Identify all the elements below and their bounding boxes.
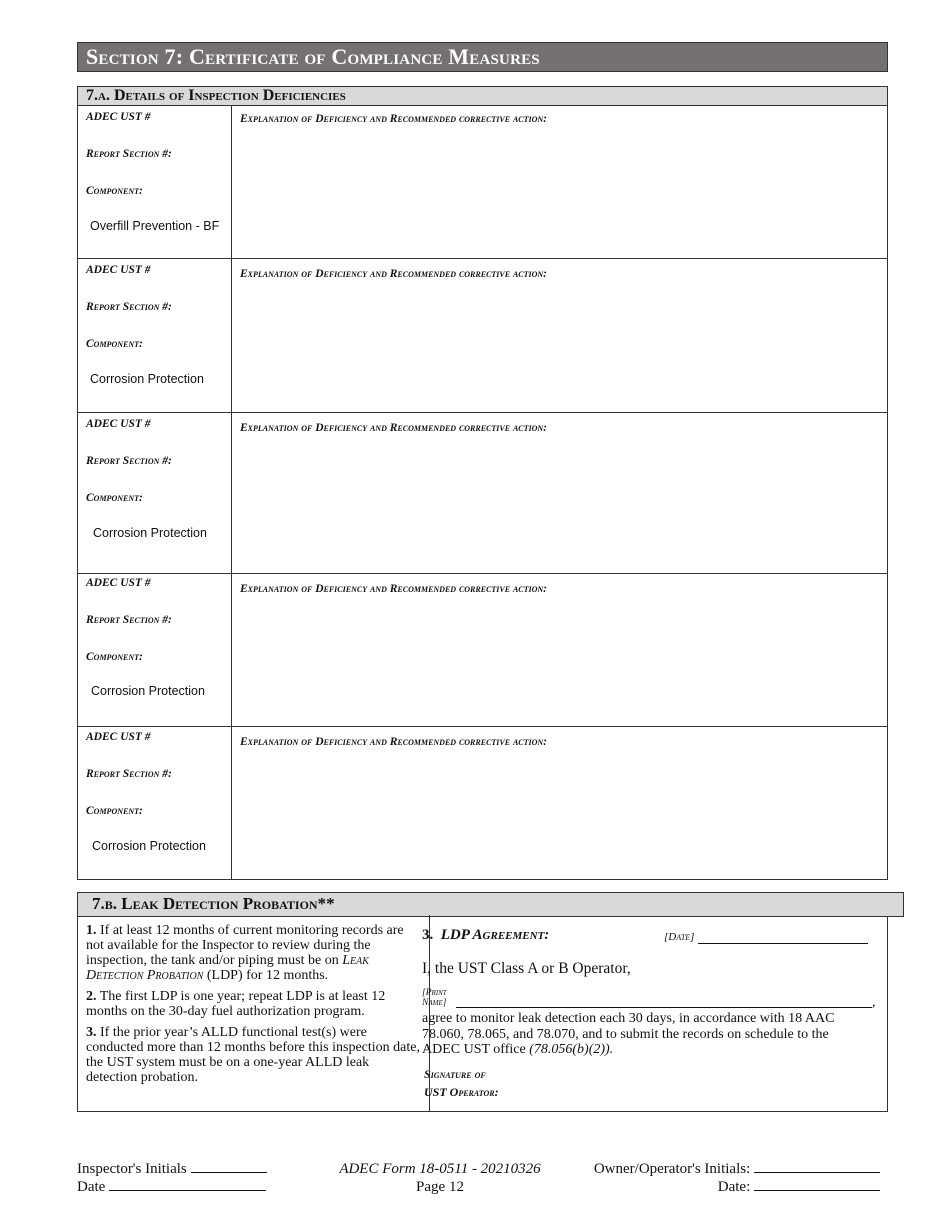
- component-value[interactable]: Corrosion Protection: [92, 839, 206, 853]
- deficiency-left-cell: [78, 726, 232, 880]
- date-left-line[interactable]: [109, 1178, 266, 1191]
- date-right-label: Date:: [717, 1179, 751, 1195]
- ldp-rules: [78, 915, 430, 1111]
- agreement-text: agree to monitor leak detection each 30 days, in accordance with 18 AAC 78.060, 78.065, and 78.070, and to submit the records on schedule to the ADEC UST office (78.056(b)(2)).: [422, 1011, 835, 1057]
- owner-initials-label: Owner/Operator's Initials:: [593, 1161, 751, 1177]
- print-name-comma: ,: [872, 995, 876, 1010]
- deficiency-left-cell: [78, 412, 232, 573]
- component-label: Component:: [86, 651, 143, 663]
- deficiency-row: [78, 412, 887, 574]
- report-section-label: Report Section #:: [86, 301, 172, 313]
- explanation-label: Explanation of Deficiency and Recommended corrective action:: [240, 422, 548, 434]
- deficiency-left-cell: [78, 573, 232, 726]
- explanation-label: Explanation of Deficiency and Recommended corrective action:: [240, 736, 548, 748]
- footer-right: [560, 1160, 880, 1196]
- ldp-agreement-title: 3. LDP Agreement:: [422, 927, 550, 943]
- ust-label: ADEC UST #: [86, 577, 151, 589]
- ust-label: ADEC UST #: [86, 731, 151, 743]
- component-label: Component:: [86, 492, 143, 504]
- report-section-label: Report Section #:: [86, 455, 172, 467]
- ldp-item-2: 2. The first LDP is one year; repeat LDP is at least 12 months on the 30-day fuel authorization program.: [86, 989, 386, 1019]
- date-left-label: Date: [77, 1179, 106, 1195]
- explanation-label: Explanation of Deficiency and Recommended corrective action:: [240, 583, 548, 595]
- date-right-line[interactable]: [754, 1178, 880, 1191]
- component-label: Component:: [86, 805, 143, 817]
- form-id: ADEC Form 18-0511 - 20210326: [339, 1161, 541, 1177]
- ldp-item-1: 1. If at least 12 months of current monitoring records are not available for the Inspector to review during the inspection, the tank and/or piping must be on Leak Detection Probation (LDP) for 12 months.: [86, 923, 404, 983]
- inspector-initials-line[interactable]: [191, 1160, 267, 1173]
- deficiency-row: [78, 573, 887, 727]
- component-value[interactable]: Corrosion Protection: [91, 684, 205, 698]
- deficiency-left-cell: [78, 258, 232, 412]
- signature-label: Signature of UST Operator:: [424, 1067, 499, 1099]
- ust-label: ADEC UST #: [86, 111, 151, 123]
- inspector-initials-label: Inspector's Initials: [77, 1161, 187, 1177]
- report-section-label: Report Section #:: [86, 768, 172, 780]
- print-name-label: [Print Name]: [422, 988, 447, 1008]
- ldp-agreement: [414, 915, 887, 1111]
- operator-intro: I, the UST Class A or B Operator,: [422, 960, 631, 977]
- footer-left: [77, 1160, 267, 1196]
- explanation-label: Explanation of Deficiency and Recommended corrective action:: [240, 268, 548, 280]
- print-name-line[interactable]: [456, 995, 872, 1008]
- date-line[interactable]: [698, 931, 868, 944]
- ust-label: ADEC UST #: [86, 418, 151, 430]
- ldp-header: 7.b. Leak Detection Probation**: [77, 892, 904, 917]
- deficiency-row: [78, 258, 887, 413]
- report-section-label: Report Section #:: [86, 614, 172, 626]
- component-label: Component:: [86, 185, 143, 197]
- deficiency-row: [78, 105, 887, 259]
- deficiencies-header: 7.a. Details of Inspection Deficiencies: [77, 86, 888, 106]
- deficiency-row: [78, 726, 887, 880]
- explanation-label: Explanation of Deficiency and Recommended corrective action:: [240, 113, 548, 125]
- component-value[interactable]: Corrosion Protection: [93, 526, 207, 540]
- date-label: [Date]: [664, 931, 695, 943]
- deficiencies-table: [77, 105, 888, 880]
- component-label: Component:: [86, 338, 143, 350]
- page-number: Page 12: [416, 1179, 464, 1195]
- report-section-label: Report Section #:: [86, 148, 172, 160]
- owner-initials-line[interactable]: [754, 1160, 880, 1173]
- section-title: Section 7: Certificate of Compliance Measures: [77, 42, 888, 72]
- ldp-section: [77, 892, 888, 1112]
- component-value[interactable]: Overfill Prevention - BF: [90, 219, 220, 233]
- ldp-item-3: 3. If the prior year’s ALLD functional test(s) were conducted more than 12 months before this inspection date, the UST system must be on a one-year ALLD leak detection probation.: [86, 1025, 420, 1085]
- deficiency-left-cell: [78, 105, 232, 258]
- footer-center: [300, 1160, 580, 1196]
- component-value[interactable]: Corrosion Protection: [90, 372, 204, 386]
- ust-label: ADEC UST #: [86, 264, 151, 276]
